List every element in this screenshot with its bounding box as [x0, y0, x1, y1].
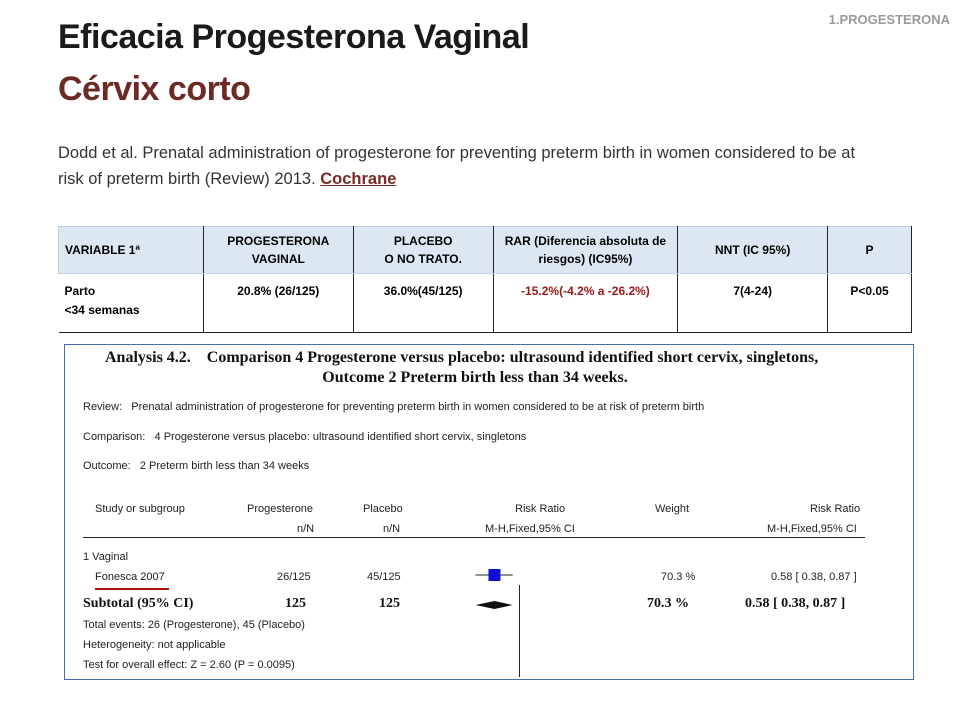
citation	[58, 140, 868, 192]
header-variable: VARIABLE 1ª	[59, 227, 204, 274]
subtotal-diamond	[475, 601, 512, 609]
header-placebo: PLACEBO O NO TRATO.	[353, 227, 493, 274]
subtotal-label: Subtotal (95% CI)	[83, 596, 194, 611]
subtotal-placebo: 125	[379, 596, 400, 611]
study-underline	[95, 588, 169, 590]
header-progesterona: PROGESTERONA VAGINAL	[203, 227, 353, 274]
header-nnt: NNT (IC 95%)	[678, 227, 828, 274]
header-p: P	[828, 227, 912, 274]
comparison-line: Comparison: 4 Progesterone versus placebo: ultrasound identified short cervix, singletons	[83, 431, 527, 443]
col-risk-ratio-sub: M-H,Fixed,95% CI	[485, 523, 575, 535]
cochrane-link[interactable]: Cochrane	[320, 170, 397, 188]
figure-title-line1: Analysis 4.2. Comparison 4 Progesterone versus placebo: ultrasound identified short cervix, singletons,	[105, 349, 819, 366]
subtotal-rr: 0.58 [ 0.38, 0.87 ]	[745, 596, 846, 611]
cell-p: P<0.05	[828, 274, 912, 333]
slide-subtitle: Cérvix corto	[58, 70, 251, 108]
cell-nnt: 7(4-24)	[678, 274, 828, 333]
col-study: Study or subgroup	[95, 503, 185, 515]
col-progesterone-sub: n/N	[297, 523, 315, 535]
point-estimate	[488, 569, 500, 581]
col-risk-ratio-2: Risk Ratio	[810, 503, 861, 515]
study-weight: 70.3 %	[661, 571, 696, 583]
cell-rar: -15.2%(-4.2% a -26.2%)	[493, 274, 678, 333]
study-rr: 0.58 [ 0.38, 0.87 ]	[771, 571, 857, 583]
study-prog: 26/125	[277, 571, 311, 583]
col-placebo-sub: n/N	[383, 523, 401, 535]
cell-progesterona: 20.8% (26/125)	[203, 274, 353, 333]
study-name[interactable]: Fonesca 2007	[95, 571, 165, 583]
table-header-row	[59, 227, 912, 274]
heterogeneity: Heterogeneity: not applicable	[83, 639, 226, 651]
citation-text: Dodd et al. Prenatal administration of progesterone for preventing preterm birth in women considered to be at risk of preterm birth (Review) 2013.	[58, 144, 856, 188]
subtotal-weight: 70.3 %	[647, 596, 689, 611]
col-weight: Weight	[655, 503, 690, 515]
outcome-line: Outcome: 2 Preterm birth less than 34 weeks	[83, 460, 310, 472]
col-placebo: Placebo	[363, 503, 403, 515]
figure-title-line2: Outcome 2 Preterm birth less than 34 weeks.	[322, 369, 628, 386]
total-events: Total events: 26 (Progesterone), 45 (Placebo)	[83, 619, 305, 631]
cell-placebo: 36.0%(45/125)	[353, 274, 493, 333]
header-rar: RAR (Diferencia absoluta de riesgos) (IC95%)	[493, 227, 678, 274]
col-progesterone: Progesterone	[247, 503, 314, 515]
group-label: 1 Vaginal	[83, 551, 129, 563]
col-risk-ratio-2-sub: M-H,Fixed,95% CI	[767, 523, 857, 535]
slide-title: Eficacia Progesterona Vaginal	[58, 18, 530, 56]
col-risk-ratio: Risk Ratio	[515, 503, 566, 515]
cell-variable: Parto <34 semanas	[59, 274, 204, 333]
table-row	[59, 274, 912, 333]
header-rule	[83, 537, 865, 538]
forest-marks	[475, 565, 555, 615]
study-placebo: 45/125	[367, 571, 401, 583]
overall-effect: Test for overall effect: Z = 2.60 (P = 0.0095)	[83, 659, 295, 671]
review-line: Review: Prenatal administration of progesterone for preventing preterm birth in women considered to be at risk of preterm birth	[83, 401, 705, 413]
subtotal-prog: 125	[285, 596, 306, 611]
summary-table	[58, 226, 912, 333]
forest-plot-figure	[64, 344, 914, 680]
section-tag: 1.PROGESTERONA	[828, 12, 950, 27]
